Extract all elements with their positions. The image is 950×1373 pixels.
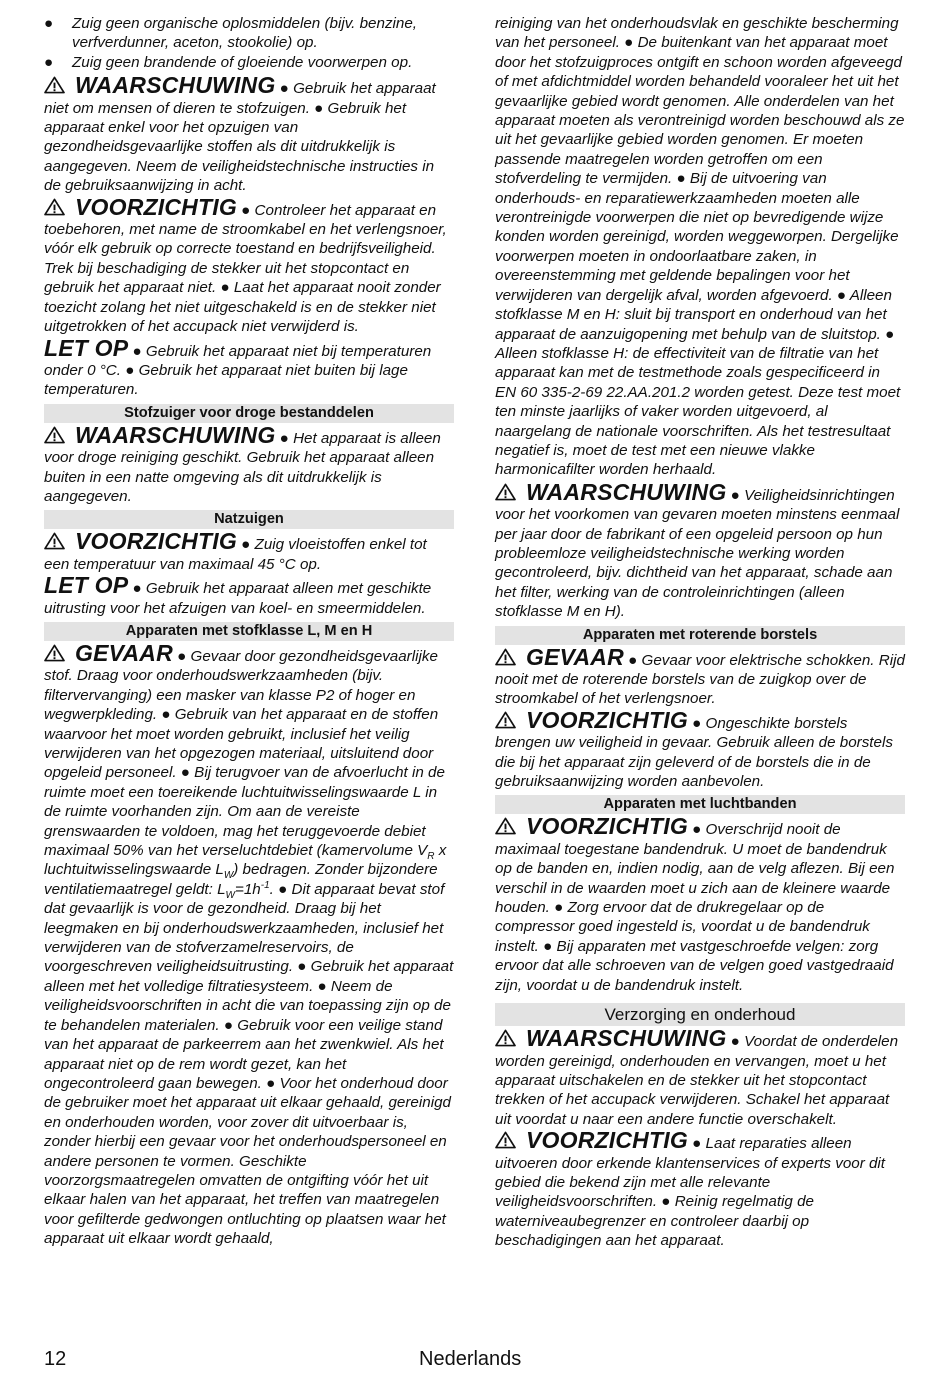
bullet-dot-icon: ●	[44, 15, 54, 32]
page-footer	[44, 1347, 906, 1371]
signal-word: VOORZICHTIG	[526, 1127, 688, 1154]
signal-word: GEVAAR	[526, 643, 624, 670]
warning-block: WAARSCHUWING ● Gebruik het apparaat niet om mensen of dieren te stofzuigen. ● Gebruik het apparaat enkel voor het opzuigen van gezondheidsgevaarlijke stoffen als dit uitdrukkelijk is aangegeven. Neem de veiligheidstechnische instructies in de gebruiksaanwijzing in acht.	[44, 72, 436, 195]
bullet-list	[44, 14, 454, 72]
caution-block: VOORZICHTIG ● Controleer het apparaat en toebehoren, met name de stroomkabel en het verlengsnoer, vóór elk gebruik op correcte toestand en bedrijfsveiligheid. Trek bij beschadiging de stekker uit het stopcontact en gebruik het apparaat niet. ● Laat het apparaat nooit zonder toezicht zolang het niet uitgeschakeld is en de stekker niet uitgetrokken of het accupack niet verwijderd is.	[44, 193, 447, 336]
footer-language: Nederlands	[419, 1348, 522, 1370]
signal-word: GEVAAR	[75, 639, 173, 666]
caution-block: VOORZICHTIG ● Ongeschikte borstels brengen uw veiligheid in gevaar. Gebruik alleen de borstels die bij het apparaat zijn geleverd of de borstels die in de gebruiksaanwijzing worden aanbevolen.	[495, 706, 893, 791]
danger-block: GEVAAR ● Gevaar voor elektrische schokken. Rijd nooit met de roterende borstels van de zuigkop over de stroomkabel of het verlengsnoer.	[495, 643, 905, 708]
note-block: LET OP ● Gebruik het apparaat niet bij temperaturen onder 0 °C. ● Gebruik het apparaat niet buiten bij lage temperaturen.	[44, 334, 432, 399]
signal-word: VOORZICHTIG	[526, 813, 688, 840]
signal-word: WAARSCHUWING	[75, 421, 276, 448]
signal-word: LET OP	[44, 334, 129, 361]
section-heading: Apparaten met stofklasse L, M en H	[44, 622, 454, 641]
note-block: LET OP ● Gebruik het apparaat alleen met geschikte uitrusting voor het afzuigen van koel- en smeermiddelen.	[44, 572, 432, 617]
danger-block: GEVAAR ● Gevaar door gezondheidsgevaarlijke stof. Draag voor onderhoudswerkzaamheden (bijv. filtervervanging) een masker van klasse P2 of hoger en wegwerpkleding. ● Gebruik van het apparaat en de stoffen waarvoor het moet worden gebruikt, inclusief het veilig verwijderen van het opgezogen materiaal, uitsluitend door opgeleid personeel. ● Bij terugvoer van de afvoerlucht in de ruimte moet een toereikende luchtuitwisselingswaarde L in de ruimte voorhanden zijn. Om aan de vereiste grenswaarden te voldoen, mag het teruggevoerde debiet maximaal 50% van het verseluchtdebiet (kamervolume $V_R$ x luchtuitwisselingswaarde $L_W$) bedragen. Zonder bijzondere ventilatiemaatregel geldt: $L_W=1h^{-1}$. ● Dit apparaat bevat stof dat gevaarlijk is voor de gezondheid. Draag bij het leegmaken en bij onderhoudswerkzaamheden, inclusief het verwijderen van de stofverzamelreservoirs, de voorgeschreven veiligheidsuitrusting. ● Gebruik het apparaat alleen met het volledige filtratiesysteem. ● Neem de veiligheidsvoorschriften in acht die van toepassing zijn op de te behandelen materialen. ● Gebruik voor een veilige stand van het apparaat de parkeerrem aan het zwenkwiel. Als het apparaat niet op de rem wordt gezet, kan het ongecontroleerd gaan bewegen. ● Voor het onderhoud door de gebruiker moet het apparaat uit elkaar gehaald, gereinigd en onderhouden worden, voor zover dit uitvoerbaar is, zonder hierbij een gevaar voor het onderhoudspersoneel en andere personen te vormen. Geschikte voorzorgsmaatregelen omvatten de ontgifting vóór het uit elkaar halen van het apparaat, het treffen van maatregelen voor gefilterde gedwongen ontluchting op plaatsen waar het apparaat uit elkaar wordt gehaald,	[44, 639, 454, 1248]
warning-triangle-icon	[44, 532, 65, 550]
warning-block: WAARSCHUWING ● Het apparaat is alleen voor droge reiniging geschikt. Gebruik het apparaat alleen buiten in een natte omgeving als dit uitdrukkelijk is aangegeven.	[44, 421, 441, 505]
warning-triangle-icon	[495, 1029, 516, 1047]
section-heading: Natzuigen	[44, 510, 454, 529]
caution-block: VOORZICHTIG ● Laat reparaties alleen uitvoeren door erkende klantenservices of experts voor dit gebied die bekend zijn met alle relevante veiligheidsvoorschriften. ● Reinig regelmatig de waterniveaubegrenzer en controleer daarbij op beschadigingen aan het apparaat.	[495, 1127, 886, 1250]
caution-block: VOORZICHTIG ● Overschrijd nooit de maximaal toegestane bandendruk. U moet de bandendruk op de banden en, indien nodig, aan de velg aflezen. Bij een verschil in de waarden moet u zich aan de kleinere waarde houden. ● Zorg ervoor dat de drukregelaar op de compressor goed ingesteld is, voordat u de bandendruk instelt. ● Bij apparaten met vastgeschroefde velgen: zorg ervoor dat alle schroeven van de velgen goed vastgedraaid zijn, voordat u de bandendruk instelt.	[495, 813, 895, 994]
section-heading: Stofzuiger voor droge bestanddelen	[44, 404, 454, 423]
warning-triangle-icon	[495, 817, 516, 835]
section-heading: Apparaten met roterende borstels	[495, 626, 905, 645]
right-column	[495, 14, 905, 1253]
continued-text: reiniging van het onderhoudsvlak en geschikte bescherming van het personeel. ● De buitenkant van het apparaat moet door het stofzuigproces ontgift en schoon worden afgeveegd of met afdichtmiddel worden behandeld vooraleer het uit het gevaarlijke gebied wordt genomen. Alle onderdelen van het apparaat moeten als verontreinigd worden beschouwd als ze uit het gevaarlijke gebied worden genomen. Er moeten passende maatregelen worden getroffen om een stofverdeling te vermijden. ● Bij de uitvoering van onderhouds- en reparatiewerkzaamheden moeten alle verontreinigde voorwerpen die niet op bevredigende wijze konden worden gereinigd, worden weggeworpen. Dergelijke voorwerpen moeten in ondoorlaatbare zaken, in overeenstemming met geldende bepalingen voor het verwijderen van dergelijk afval, worden afgevoerd. ● Alleen stofklasse M en H: sluit bij transport en onderhoud van het apparaat de aanzuigopening met behulp van de sluitstop. ● Alleen stofklasse H: de effectiviteit van de filtratie van het apparaat kan met de testmethode zoals gespecificeerd in EN 60 335-2-69 22.AA.201.2 worden getest. Deze test moet ten minste jaarlijks of vaker worden uitgevoerd, al naargelang de nationale voorschriften. Als het testresultaat negatief is, moet de test met een nieuwe vlakke harmonicafilter worden herhaald.	[495, 15, 905, 479]
warning-triangle-icon	[44, 76, 65, 94]
section-heading: Apparaten met luchtbanden	[495, 795, 905, 814]
list-item: ● Zuig geen brandende of gloeiende voorwerpen op.	[44, 53, 413, 71]
warning-triangle-icon	[44, 644, 65, 662]
warning-triangle-icon	[495, 1131, 516, 1149]
signal-word: LET OP	[44, 572, 129, 599]
signal-word: WAARSCHUWING	[75, 72, 276, 99]
page-number: 12	[44, 1348, 67, 1370]
warning-block: WAARSCHUWING ● Veiligheidsinrichtingen voor het voorkomen van gevaren moeten minstens eenmaal per jaar door de fabrikant of een opgeleid persoon op hun probleemloze veiligheidstechnische werking worden gecontroleerd, bijv. dichtheid van het apparaat, schade aan het filter, werking van de controleinrichtingen (alleen stofklasse M en H).	[495, 478, 900, 621]
warning-triangle-icon	[495, 711, 516, 729]
list-item: ● Zuig geen organische oplosmiddelen (bijv. benzine, verfverdunner, aceton, stookolie) op.	[44, 15, 418, 52]
left-column	[44, 14, 454, 1251]
signal-word: VOORZICHTIG	[75, 528, 237, 555]
signal-word: VOORZICHTIG	[526, 706, 688, 733]
warning-triangle-icon	[495, 483, 516, 501]
signal-word: WAARSCHUWING	[526, 478, 727, 505]
signal-word: WAARSCHUWING	[526, 1025, 727, 1052]
signal-word: VOORZICHTIG	[75, 193, 237, 220]
warning-triangle-icon	[44, 426, 65, 444]
section-heading: Verzorging en onderhoud	[495, 1003, 905, 1026]
warning-triangle-icon	[44, 198, 65, 216]
caution-block: VOORZICHTIG ● Zuig vloeistoffen enkel tot een temperatuur van maximaal 45 °C op.	[44, 528, 427, 573]
warning-triangle-icon	[495, 648, 516, 666]
warning-block: WAARSCHUWING ● Voordat de onderdelen worden gereinigd, onderhouden en vervangen, moet u het apparaat uitschakelen en de stekker uit het stopcontact trekken of het accupack verwijderen. Schakel het apparaat uit voordat u naar een andere functie overschakelt.	[495, 1025, 899, 1128]
bullet-dot-icon: ●	[44, 53, 54, 71]
